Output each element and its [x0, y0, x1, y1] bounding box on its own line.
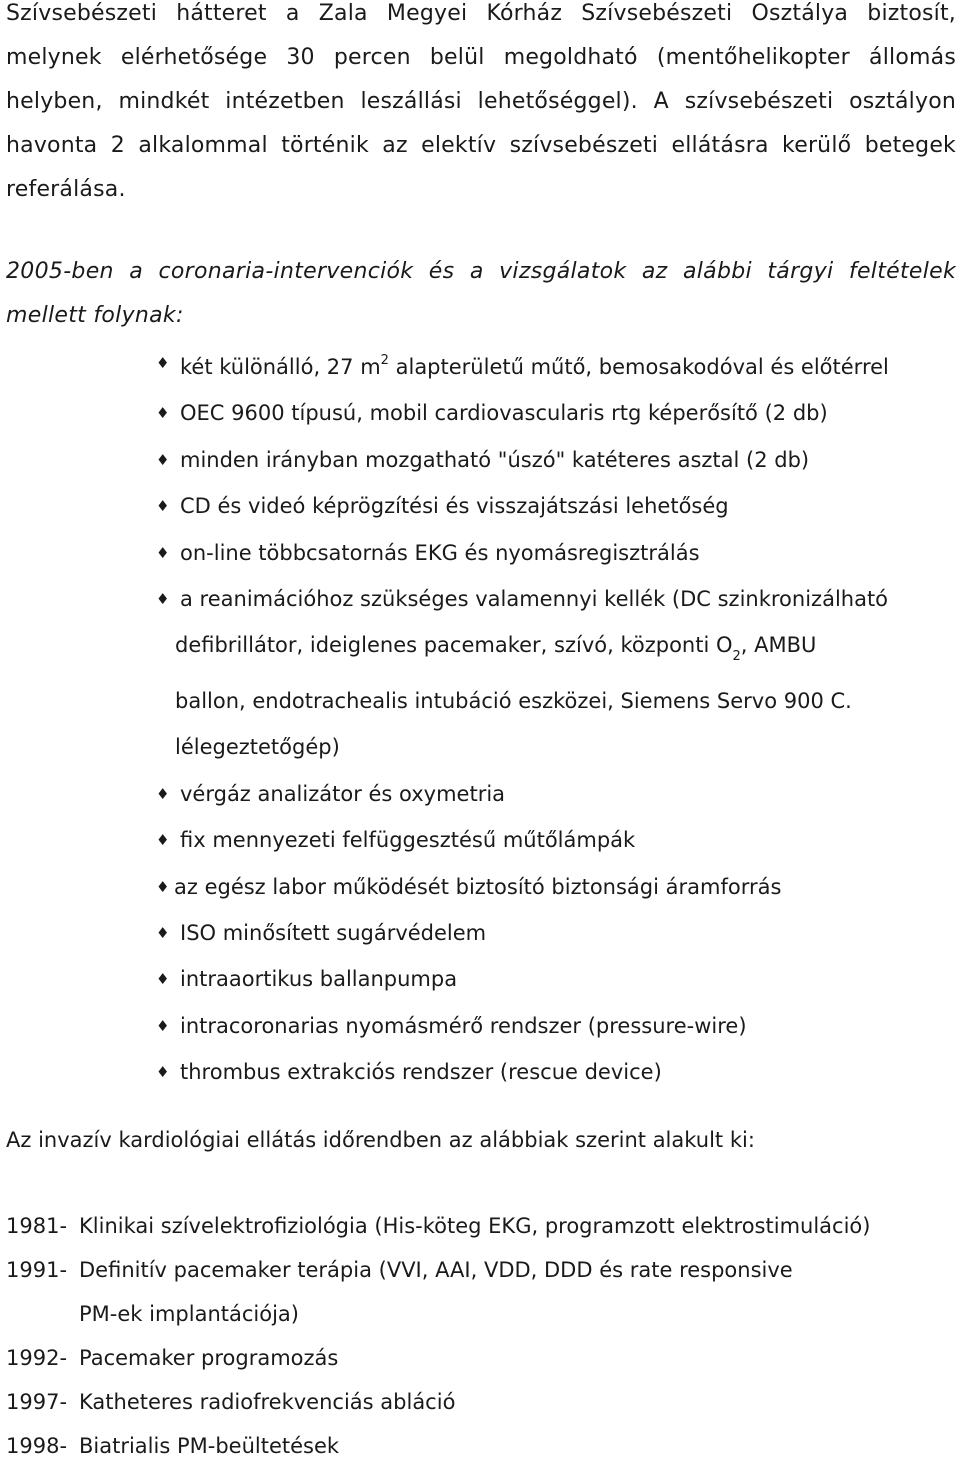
timeline-description: PM-ek implantációja) [79, 1302, 299, 1326]
list-item: ♦ on-line többcsatornás EKG és nyomásregisztrálás [156, 530, 956, 576]
timeline-intro: Az invazív kardiológiai ellátás időrendben az alábbiak szerint alakult ki: [6, 1128, 755, 1152]
list-item: ♦ az egész labor működését biztosító biztonsági áramforrás [156, 864, 956, 910]
timeline-year: 1991- [6, 1258, 68, 1282]
equipment-list [156, 340, 956, 1096]
paragraph-conditions-intro: 2005-ben a coronaria-intervenciók és a vizsgálatok az alábbi tárgyi feltételek mellett folynak: [6, 259, 956, 328]
diamond-bullet-icon: ♦ [156, 590, 170, 609]
timeline-list [6, 1204, 956, 1468]
list-item: ♦ két különálló, 27 $m^2$ alapterületű műtő, bemosakodóval és előtérrel [156, 340, 956, 390]
diamond-bullet-icon: ♦ [156, 877, 170, 896]
timeline-row [6, 1204, 956, 1248]
diamond-bullet-icon: ♦ [156, 354, 170, 372]
timeline-description: Biatrialis PM-beültetések [79, 1434, 340, 1458]
paragraph-cardiac-surgery-background: Szívsebészeti hátteret a Zala Megyei Kórház Szívsebészeti Osztálya biztosít, melynek elérhetősége 30 percen belül megoldható (mentőhelikopter állomás helyben, mindkét intézetben leszállási lehetőséggel). A szívsebészeti osztályon havonta 2 alkalommal történik az elektív szívsebészeti ellátásra kerülő betegek referálása. [6, 1, 956, 202]
timeline-year: 1997- [6, 1390, 68, 1414]
timeline-row [6, 1380, 956, 1424]
list-item: ♦ intraaortikus ballanpumpa [156, 956, 956, 1002]
diamond-bullet-icon: ♦ [156, 404, 170, 423]
timeline-year: 1981- [6, 1214, 68, 1238]
list-item: ♦ a reanimációhoz szükséges valamennyi kellék (DC szinkronizálható defibrillátor, ideiglenes pacemaker, szívó, központi $O_2$, AMBU ballon, endotrachealis intubáció eszközei, Siemens Servo 900 C. lélegeztetőgép) [156, 576, 956, 771]
timeline-description: Definitív pacemaker terápia (VVI, AAI, VDD, DDD és rate responsive [79, 1258, 793, 1282]
list-item: ♦ vérgáz analizátor és oxymetria [156, 771, 956, 817]
timeline-description: Katheteres radiofrekvenciás abláció [79, 1390, 456, 1414]
list-item: ♦ fix mennyezeti felfüggesztésű műtőlámpák [156, 817, 956, 863]
diamond-bullet-icon: ♦ [156, 831, 170, 850]
diamond-bullet-icon: ♦ [156, 497, 170, 516]
list-item: ♦ thrombus extrakciós rendszer (rescue device) [156, 1049, 956, 1095]
list-item: ♦ intracoronarias nyomásmérő rendszer (pressure-wire) [156, 1003, 956, 1049]
timeline-year: 1992- [6, 1346, 68, 1370]
timeline-row [6, 1292, 956, 1336]
list-item: ♦ CD és videó képrögzítési és visszajátszási lehetőség [156, 483, 956, 529]
timeline-year [6, 1292, 79, 1336]
timeline-row [6, 1336, 956, 1380]
diamond-bullet-icon: ♦ [156, 1063, 170, 1082]
timeline-year: 1998- [6, 1434, 68, 1458]
timeline-row [6, 1248, 956, 1292]
diamond-bullet-icon: ♦ [156, 784, 170, 803]
diamond-bullet-icon: ♦ [156, 1016, 170, 1035]
list-item: ♦ OEC 9600 típusú, mobil cardiovascularis rtg képerősítő (2 db) [156, 390, 956, 436]
list-item: ♦ ISO minősített sugárvédelem [156, 910, 956, 956]
diamond-bullet-icon: ♦ [156, 543, 170, 562]
list-item: ♦ minden irányban mozgatható "úszó" katéteres asztal (2 db) [156, 437, 956, 483]
timeline-description: Klinikai szívelektrofiziológia (His-köteg EKG, programzott elektrostimuláció) [79, 1214, 871, 1238]
diamond-bullet-icon: ♦ [156, 970, 170, 989]
diamond-bullet-icon: ♦ [156, 450, 170, 469]
diamond-bullet-icon: ♦ [156, 924, 170, 943]
timeline-description: Pacemaker programozás [79, 1346, 339, 1370]
timeline-row [6, 1424, 956, 1468]
